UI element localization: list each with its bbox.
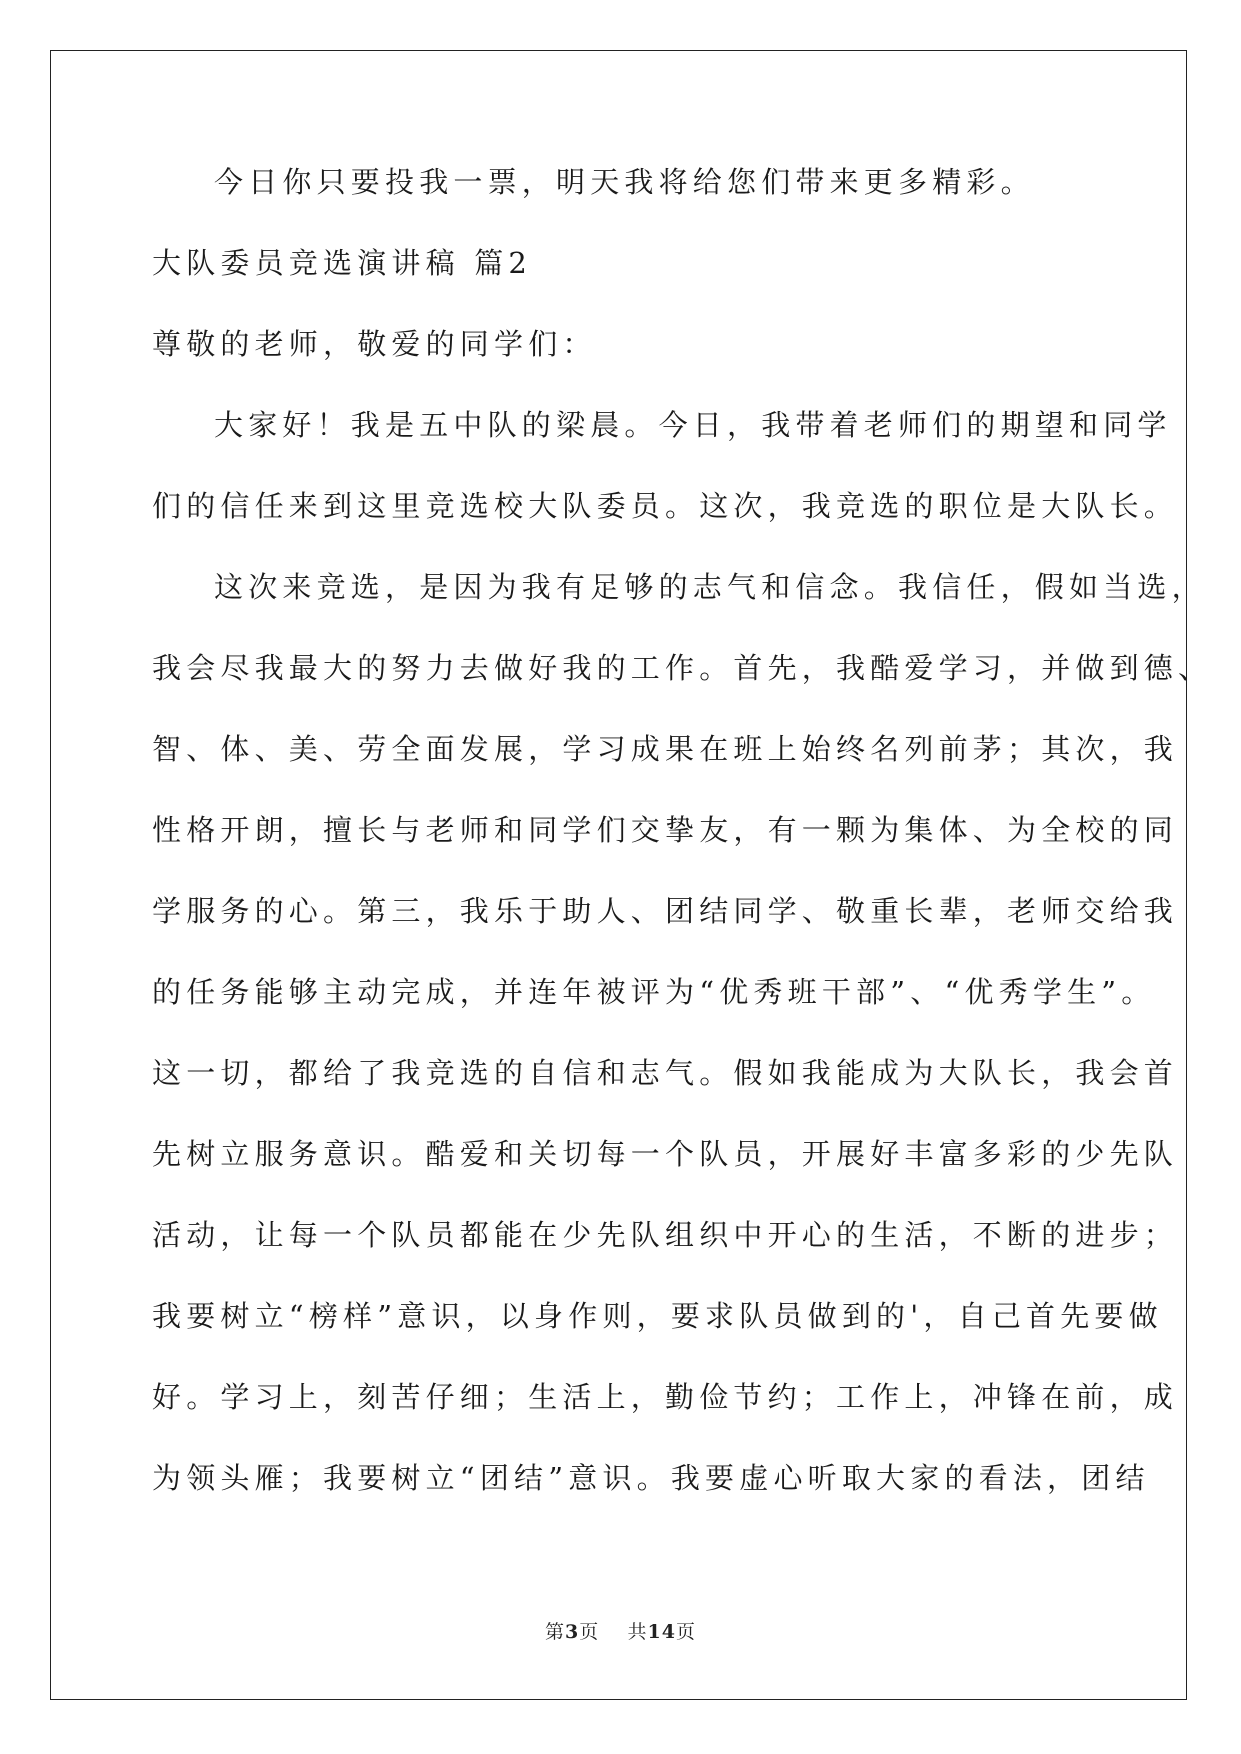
paragraph-line: 的任务能够主动完成，并连年被评为“优秀班干部”、“优秀学生”。	[152, 975, 1156, 1009]
paragraph-line: 为领头雁；我要树立“团结”意识。我要虚心听取大家的看法，团结	[152, 1461, 1150, 1495]
page-suffix: 页	[579, 1621, 600, 1643]
salutation: 尊敬的老师，敬爱的同学们：	[152, 327, 597, 361]
paragraph-line: 今日你只要投我一票，明天我将给您们带来更多精彩。	[214, 165, 1035, 199]
paragraph-line: 先树立服务意识。酷爱和关切每一个队员，开展好丰富多彩的少先队	[152, 1137, 1179, 1171]
paragraph-line: 们的信任来到这里竞选校大队委员。这次，我竞选的职位是大队长。	[152, 489, 1179, 523]
page-current: 3	[565, 1621, 580, 1643]
paragraph-line: 好。学习上，刻苦仔细；生活上，勤俭节约；工作上，冲锋在前，成	[152, 1380, 1179, 1414]
paragraph-line: 我要树立“榜样”意识，以身作则，要求队员做到的'，自己首先要做	[152, 1299, 1163, 1333]
page-prefix: 第	[545, 1621, 566, 1643]
section-heading: 大队委员竞选演讲稿 篇2	[152, 246, 533, 280]
paragraph-line: 这一切，都给了我竞选的自信和志气。假如我能成为大队长，我会首	[152, 1056, 1179, 1090]
paragraph-line: 这次来竞选，是因为我有足够的志气和信念。我信任，假如当选，	[214, 570, 1206, 604]
document-body	[152, 160, 1213, 1537]
paragraph-line: 我会尽我最大的努力去做好我的工作。首先，我酷爱学习，并做到德、	[152, 651, 1213, 685]
page-total: 14	[647, 1621, 676, 1643]
total-prefix: 共	[627, 1621, 648, 1643]
paragraph-line: 性格开朗，擅长与老师和同学们交挚友，有一颗为集体、为全校的同	[152, 813, 1179, 847]
paragraph-line: 智、体、美、劳全面发展，学习成果在班上始终名列前茅；其次，我	[152, 732, 1179, 766]
page-footer	[0, 1617, 1241, 1644]
paragraph-line: 学服务的心。第三，我乐于助人、团结同学、敬重长辈，老师交给我	[152, 894, 1179, 928]
total-suffix: 页	[675, 1621, 696, 1643]
paragraph-line: 活动，让每一个队员都能在少先队组织中开心的生活，不断的进步；	[152, 1218, 1179, 1252]
paragraph-line: 大家好！我是五中队的梁晨。今日，我带着老师们的期望和同学	[214, 408, 1172, 442]
